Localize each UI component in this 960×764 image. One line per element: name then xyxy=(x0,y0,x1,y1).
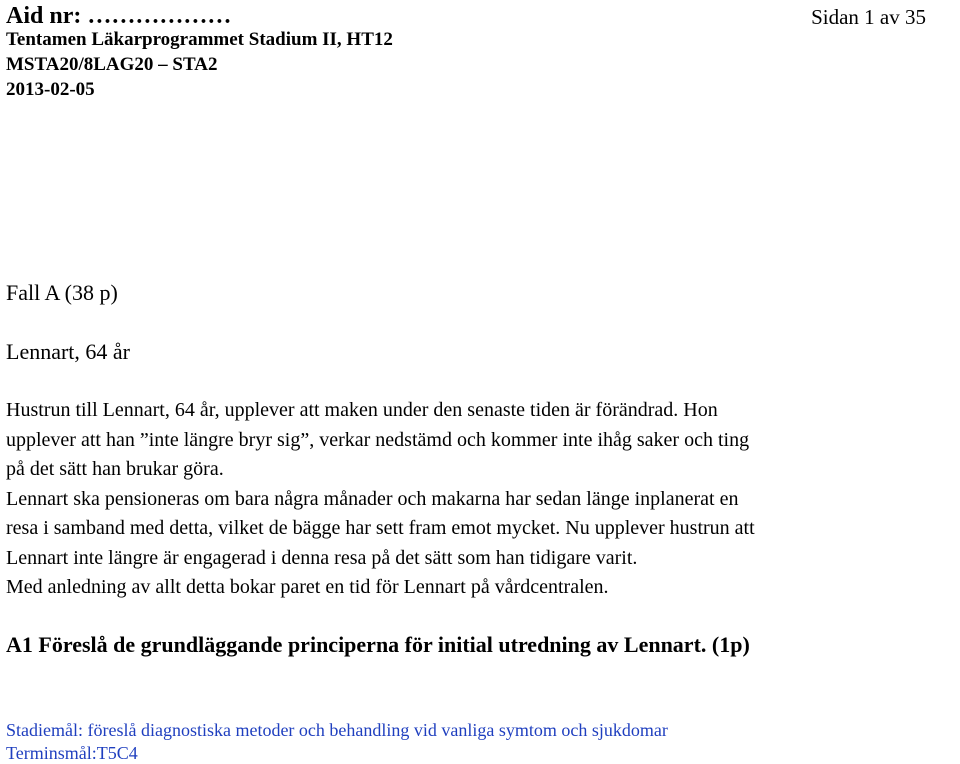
case-description xyxy=(6,396,960,603)
case-line: upplever att han ”inte längre bryr sig”, verkar nedstämd och kommer inte ihåg saker och ting xyxy=(6,428,750,451)
aid-number: Aid nr: ……………… xyxy=(6,3,232,29)
case-line: Lennart ska pensioneras om bara några månader och makarna har sedan länge inplanerat en xyxy=(6,487,739,510)
case-line: resa i samband med detta, vilket de bägge har sett fram emot mycket. Nu upplever hustrun att xyxy=(6,517,755,539)
question-a1: A1 Föreslå de grundläggande principerna för initial utredning av Lennart. (1p) xyxy=(6,632,750,657)
case-line: Hustrun till Lennart, 64 år, upplever att maken under den senaste tiden är förändrad. Hon xyxy=(6,399,718,421)
patient-heading: Lennart, 64 år xyxy=(6,339,130,364)
course-code: MSTA20/8LAG20 – STA2 xyxy=(6,54,218,75)
exam-title: Tentamen Läkarprogrammet Stadium II, HT12 xyxy=(6,29,393,50)
case-line: Med anledning av allt detta bokar paret en tid för Lennart på vårdcentralen. xyxy=(6,576,609,598)
stage-goal: Stadiemål: föreslå diagnostiska metoder och behandling vid vanliga symtom och sjukdomar xyxy=(6,720,668,740)
page-number: Sidan 1 av 35 xyxy=(811,5,926,29)
case-title: Fall A (38 p) xyxy=(6,280,118,305)
exam-date: 2013-02-05 xyxy=(6,79,95,100)
term-goal: Terminsmål:T5C4 xyxy=(6,743,138,763)
case-line: på det sätt han brukar göra. xyxy=(6,458,224,480)
case-line: Lennart inte längre är engagerad i denna resa på det sätt som han tidigare varit. xyxy=(6,546,638,569)
